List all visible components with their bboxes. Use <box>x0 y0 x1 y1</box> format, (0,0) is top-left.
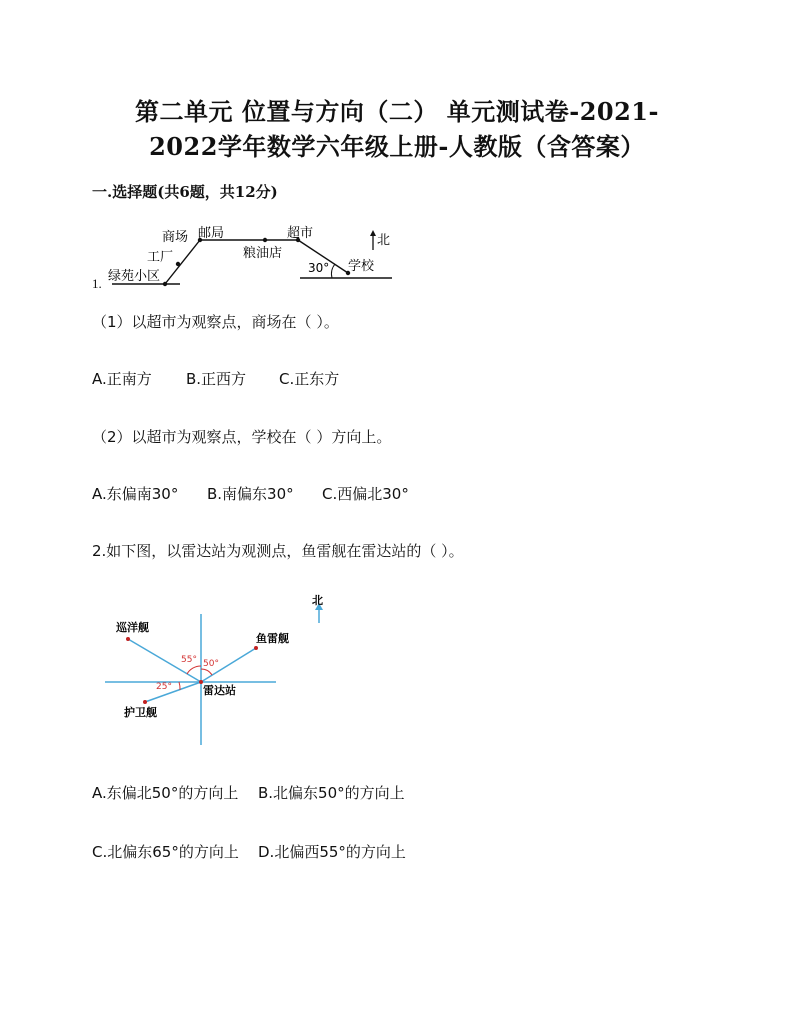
label-angle-55: 55° <box>181 655 197 665</box>
q1-sub1-question: （1）以超市为观察点，商场在（ ）。 <box>92 313 339 331</box>
q2-question: 2.如下图，以雷达站为观测点，鱼雷舰在雷达站的（ ）。 <box>92 542 464 560</box>
document-title-line2: 2022学年数学六年级上册-人教版（含答案） <box>149 132 645 161</box>
label-angle-25: 25° <box>156 682 172 692</box>
q1-sub1-option-a: A.正南方 <box>92 370 152 388</box>
q1-sub1-option-c: C.正东方 <box>279 370 340 388</box>
label-youju: 邮局 <box>198 226 225 241</box>
label-gongchang: 工厂 <box>147 250 174 265</box>
q1-sub2-option-a: A.东偏南30° <box>92 485 179 503</box>
label-shangchang: 商场 <box>162 230 189 245</box>
q1-number: 1. <box>92 276 102 291</box>
q2-option-a: A.东偏北50°的方向上 <box>92 784 239 802</box>
label-angle-50: 50° <box>203 659 219 669</box>
q2-radar-figure <box>100 590 340 750</box>
label-north-q2: 北 <box>312 594 323 607</box>
document-title-line1: 第二单元 位置与方向（二） 单元测试卷-2021- <box>135 97 659 126</box>
label-angle-30: 30° <box>308 261 330 275</box>
point-liangyoudian <box>263 238 267 242</box>
point-gongchang <box>176 262 180 266</box>
dot-xunyangjian <box>126 637 130 641</box>
q2-option-c: C.北偏东65°的方向上 <box>92 843 239 861</box>
q1-sub2-question: （2）以超市为观察点，学校在（ ）方向上。 <box>92 428 392 446</box>
dot-yuleijian <box>254 646 258 650</box>
q1-sub2-option-b: B.南偏东30° <box>207 485 294 503</box>
label-chaoshi: 超市 <box>287 226 314 241</box>
label-xuexiao: 学校 <box>348 259 375 274</box>
q2-option-d: D.北偏西55°的方向上 <box>258 843 406 861</box>
label-yuleijian: 鱼雷舰 <box>256 632 289 645</box>
point-lvyuan <box>163 282 167 286</box>
label-hueijian: 护卫舰 <box>124 706 157 719</box>
dot-hueijian <box>143 700 147 704</box>
q2-option-b: B.北偏东50°的方向上 <box>258 784 405 802</box>
label-lvyuan: 绿苑小区 <box>108 269 161 284</box>
label-xunyangjian: 巡洋舰 <box>116 621 149 634</box>
q1-map-figure <box>100 222 400 290</box>
label-north: 北 <box>377 233 391 248</box>
q1-sub1-option-b: B.正西方 <box>186 370 247 388</box>
q1-sub2-option-c: C.西偏北30° <box>322 485 409 503</box>
section-heading: 一.选择题(共6题，共12分) <box>92 183 278 201</box>
label-liangyoudian: 粮油店 <box>243 246 283 261</box>
label-leidazhan: 雷达站 <box>203 684 236 697</box>
